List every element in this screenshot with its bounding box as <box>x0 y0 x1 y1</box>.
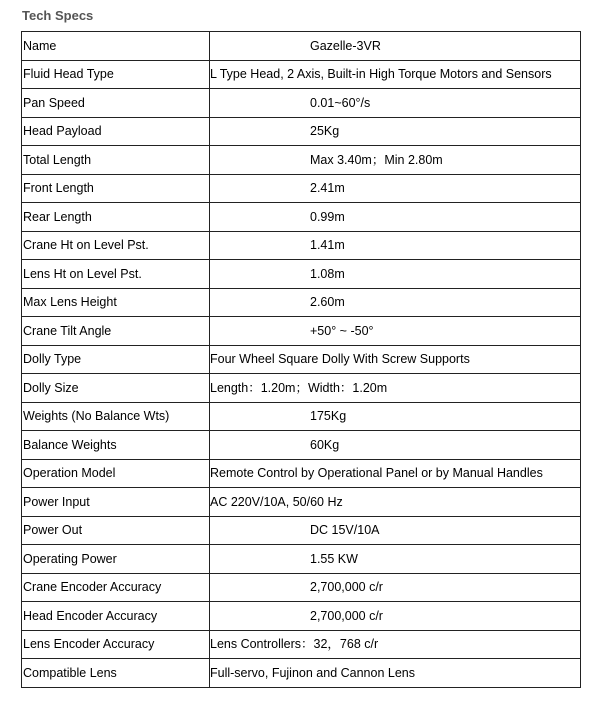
spec-row <box>22 516 581 545</box>
spec-value: 2,700,000 c/r <box>310 608 383 623</box>
spec-row <box>22 459 581 488</box>
spec-row <box>22 117 581 146</box>
spec-value-cell <box>210 545 581 574</box>
spec-row <box>22 602 581 631</box>
spec-label: Max Lens Height <box>22 288 210 317</box>
spec-row <box>22 402 581 431</box>
spec-value: 2.41m <box>310 181 345 196</box>
spec-row <box>22 231 581 260</box>
spec-value-cell <box>210 659 581 688</box>
spec-row <box>22 630 581 659</box>
spec-row <box>22 203 581 232</box>
spec-label: Power Out <box>22 516 210 545</box>
spec-label: Rear Length <box>22 203 210 232</box>
spec-label: Compatible Lens <box>22 659 210 688</box>
spec-value: +50° ~ -50° <box>310 323 374 338</box>
spec-value: Remote Control by Operational Panel or by Manual Handles <box>210 466 543 481</box>
spec-row <box>22 317 581 346</box>
spec-label: Power Input <box>22 488 210 517</box>
spec-value: 60Kg <box>310 437 340 452</box>
spec-value: 1.41m <box>310 238 345 253</box>
spec-label: Crane Encoder Accuracy <box>22 573 210 602</box>
spec-label: Operation Model <box>22 459 210 488</box>
spec-value-cell <box>210 602 581 631</box>
spec-row <box>22 288 581 317</box>
spec-value-cell <box>210 431 581 460</box>
spec-value-cell <box>210 89 581 118</box>
spec-row <box>22 32 581 61</box>
spec-value-cell <box>210 317 581 346</box>
spec-value: 0.01~60°/s <box>310 95 371 110</box>
spec-value: Gazelle-3VR <box>310 38 381 53</box>
spec-value-cell <box>210 345 581 374</box>
spec-label: Lens Ht on Level Pst. <box>22 260 210 289</box>
spec-label: Fluid Head Type <box>22 60 210 89</box>
spec-label: Weights (No Balance Wts) <box>22 402 210 431</box>
spec-value-cell <box>210 374 581 403</box>
specs-table <box>21 31 581 688</box>
spec-value-cell <box>210 260 581 289</box>
spec-value-cell <box>210 32 581 61</box>
spec-value: 1.08m <box>310 266 345 281</box>
specs-table-body <box>22 32 581 688</box>
spec-value: Lens Controllers：32，768 c/r <box>210 637 379 652</box>
spec-value: L Type Head, 2 Axis, Built-in High Torque Motors and Sensors <box>210 67 552 82</box>
spec-value-cell <box>210 630 581 659</box>
spec-value: Max 3.40m；Min 2.80m <box>310 152 443 167</box>
spec-label: Balance Weights <box>22 431 210 460</box>
spec-value-cell <box>210 146 581 175</box>
spec-value-cell <box>210 516 581 545</box>
spec-row <box>22 488 581 517</box>
spec-value-cell <box>210 488 581 517</box>
spec-row <box>22 374 581 403</box>
spec-value: 0.99m <box>310 209 345 224</box>
spec-value: Full-servo, Fujinon and Cannon Lens <box>210 665 415 680</box>
spec-row <box>22 174 581 203</box>
spec-value: 175Kg <box>310 409 347 424</box>
spec-value: Four Wheel Square Dolly With Screw Supports <box>210 352 470 367</box>
spec-value-cell <box>210 60 581 89</box>
spec-row <box>22 60 581 89</box>
spec-value-cell <box>210 203 581 232</box>
spec-row <box>22 260 581 289</box>
spec-row <box>22 345 581 374</box>
spec-value: 1.55 KW <box>310 551 358 566</box>
spec-row <box>22 146 581 175</box>
spec-label: Total Length <box>22 146 210 175</box>
spec-value: Length：1.20m；Width：1.20m <box>210 380 388 395</box>
spec-row <box>22 89 581 118</box>
spec-value-cell <box>210 174 581 203</box>
spec-label: Front Length <box>22 174 210 203</box>
spec-label: Name <box>22 32 210 61</box>
spec-row <box>22 659 581 688</box>
spec-value: DC 15V/10A <box>310 523 380 538</box>
spec-label: Operating Power <box>22 545 210 574</box>
spec-value-cell <box>210 231 581 260</box>
spec-value-cell <box>210 288 581 317</box>
spec-label: Pan Speed <box>22 89 210 118</box>
spec-value: 25Kg <box>310 124 340 139</box>
spec-value: AC 220V/10A, 50/60 Hz <box>210 494 343 509</box>
spec-value-cell <box>210 402 581 431</box>
section-heading: Tech Specs <box>22 8 94 23</box>
spec-value-cell <box>210 117 581 146</box>
spec-label: Dolly Size <box>22 374 210 403</box>
spec-row <box>22 431 581 460</box>
spec-row <box>22 545 581 574</box>
spec-label: Dolly Type <box>22 345 210 374</box>
spec-row <box>22 573 581 602</box>
spec-value-cell <box>210 573 581 602</box>
spec-label: Crane Ht on Level Pst. <box>22 231 210 260</box>
spec-value: 2.60m <box>310 295 345 310</box>
spec-label: Crane Tilt Angle <box>22 317 210 346</box>
spec-label: Head Encoder Accuracy <box>22 602 210 631</box>
spec-label: Lens Encoder Accuracy <box>22 630 210 659</box>
spec-value: 2,700,000 c/r <box>310 580 383 595</box>
spec-value-cell <box>210 459 581 488</box>
spec-label: Head Payload <box>22 117 210 146</box>
